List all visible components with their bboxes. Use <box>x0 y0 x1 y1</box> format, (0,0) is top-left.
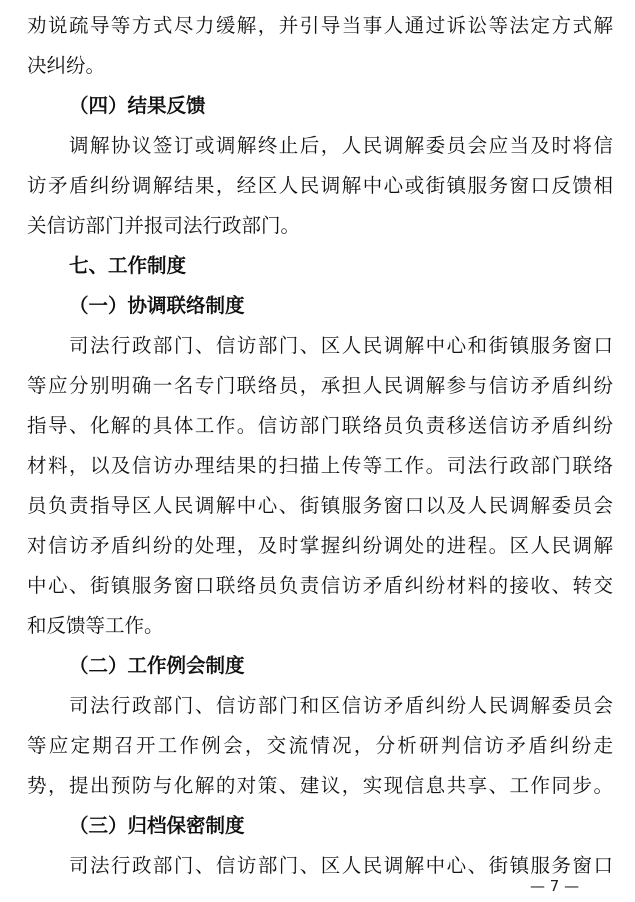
text-line: 指导、化解的具体工作。信访部门联络员负责移送信访矛盾纠纷 <box>27 414 613 437</box>
text-line: 调解协议签订或调解终止后，人民调解委员会应当及时将信 <box>69 134 613 157</box>
section-subheading: （一）协调联络制度 <box>69 294 245 317</box>
text-line: 关信访部门并报司法行政部门。 <box>27 214 301 237</box>
section-heading: 七、工作制度 <box>69 254 187 277</box>
text-line: 司法行政部门、信访部门、区人民调解中心、街镇服务窗口 <box>69 854 613 877</box>
section-subheading: （三）归档保密制度 <box>69 814 245 837</box>
text-line: 对信访矛盾纠纷的处理，及时掌握纠纷调处的进程。区人民调解 <box>27 534 613 557</box>
text-line: 员负责指导区人民调解中心、街镇服务窗口以及人民调解委员会 <box>27 494 613 517</box>
text-line: 势，提出预防与化解的对策、建议，实现信息共享、工作同步。 <box>27 774 613 797</box>
text-line: 等应定期召开工作例会，交流情况，分析研判信访矛盾纠纷走 <box>27 734 613 757</box>
text-line: 中心、街镇服务窗口联络员负责信访矛盾纠纷材料的接收、转交 <box>27 574 613 597</box>
section-subheading: （二）工作例会制度 <box>69 654 245 677</box>
text-line: 司法行政部门、信访部门、区人民调解中心和街镇服务窗口 <box>69 334 613 357</box>
text-line: 司法行政部门、信访部门和区信访矛盾纠纷人民调解委员会 <box>69 694 613 717</box>
text-line: 和反馈等工作。 <box>27 614 164 637</box>
text-line: 访矛盾纠纷调解结果，经区人民调解中心或街镇服务窗口反馈相 <box>27 174 613 197</box>
section-subheading: （四）结果反馈 <box>69 94 206 117</box>
text-line: 等应分别明确一名专门联络员，承担人民调解参与信访矛盾纠纷 <box>27 374 613 397</box>
text-line: 劝说疏导等方式尽力缓解，并引导当事人通过诉讼等法定方式解 <box>27 14 613 37</box>
document-page <box>27 6 613 886</box>
page-number: — 7 — <box>530 877 580 895</box>
text-line: 材料，以及信访办理结果的扫描上传等工作。司法行政部门联络 <box>27 454 613 477</box>
text-line: 决纠纷。 <box>27 54 106 77</box>
